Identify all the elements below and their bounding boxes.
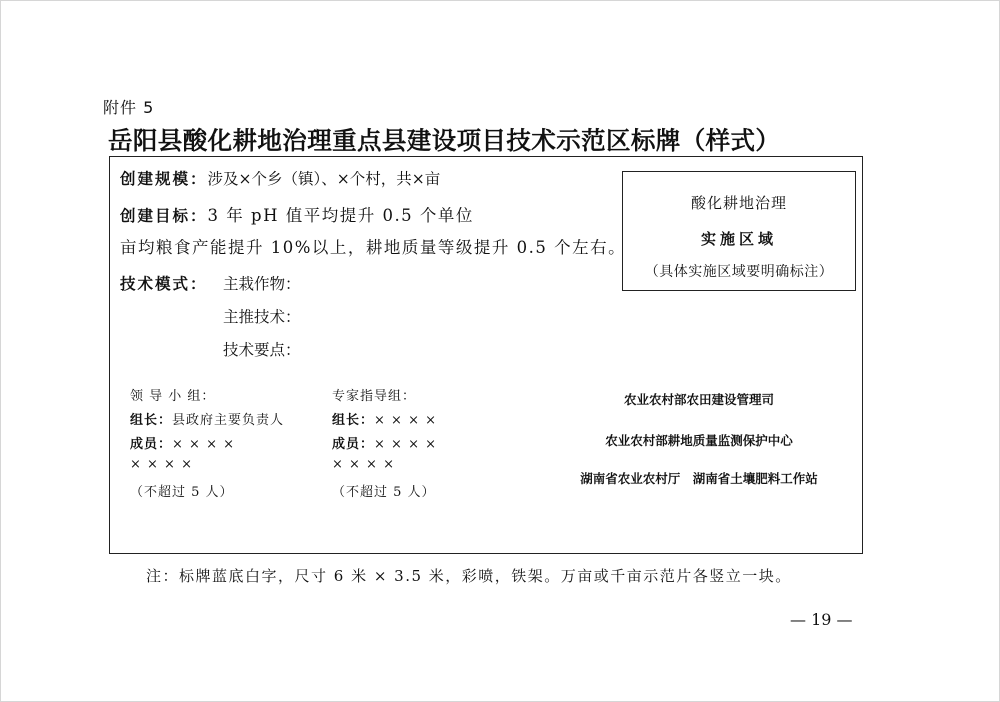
experts-title: 专家指导组： [332,389,417,404]
org-hunan-agencies: 湖南省农业农村厅 湖南省土壤肥料工作站 [580,471,818,486]
tech-row [120,272,208,294]
experts-head-label: 组长： [332,413,375,428]
experts-members-label: 成员： [332,437,375,452]
org-farmland-construction: 农业农村部农田建设管理司 [623,392,774,407]
leaders-title: 领 导 小 组： [130,389,216,404]
tech-item-keypoints: 技术要点： [223,341,301,359]
leaders-members-label: 成员： [130,437,173,452]
experts-members-value2: × × × × [332,457,395,472]
page-title: 岳阳县酸化耕地治理重点县建设项目技术示范区标牌（样式） [108,126,781,155]
attachment-label: 附件 5 [103,98,155,117]
experts-head [332,409,437,428]
experts-head-value: × × × × [374,413,437,428]
scale-value: 涉及×个乡（镇）、×个村，共×亩 [207,170,441,188]
leaders-head-label: 组长： [130,413,173,428]
tech-label: 技术模式： [120,275,208,293]
implementation-area-box [622,171,856,291]
scale-row [120,167,440,189]
experts-limit: （不超过 5 人） [332,485,436,500]
page-number: — 19 — [790,610,853,629]
leaders-limit: （不超过 5 人） [130,485,234,500]
leaders-head [130,409,284,428]
org-soil-quality-center: 农业农村部耕地质量监测保护中心 [605,433,793,448]
area-box-line1: 酸化耕地治理 [690,194,787,212]
leaders-head-value: 县政府主要负责人 [172,413,285,428]
leaders-members [130,433,235,452]
area-box-line2: 实施区域 [700,230,777,248]
sign-board [109,156,863,554]
leaders-members-value2: × × × × [130,457,193,472]
goal-value-line2: 亩均粮食产能提升 10%以上，耕地质量等级提升 0.5 个左右。 [120,238,627,257]
leaders-members-value: × × × × [172,437,235,452]
tech-item-crop: 主栽作物： [223,275,301,293]
experts-members-value: × × × × [374,437,437,452]
goal-row [120,202,474,226]
area-box-line3: （具体实施区域要明确标注） [644,264,834,280]
goal-value: 3 年 pH 值平均提升 0.5 个单位 [207,206,474,225]
tech-item-technology: 主推技术： [223,308,301,326]
goal-label: 创建目标： [120,207,208,225]
experts-members [332,433,437,452]
scale-label: 创建规模： [120,170,208,188]
footnote: 注：标牌蓝底白字，尺寸 6 米 × 3.5 米，彩喷，铁架。万亩或千亩示范片各竖立一块。 [146,567,792,585]
